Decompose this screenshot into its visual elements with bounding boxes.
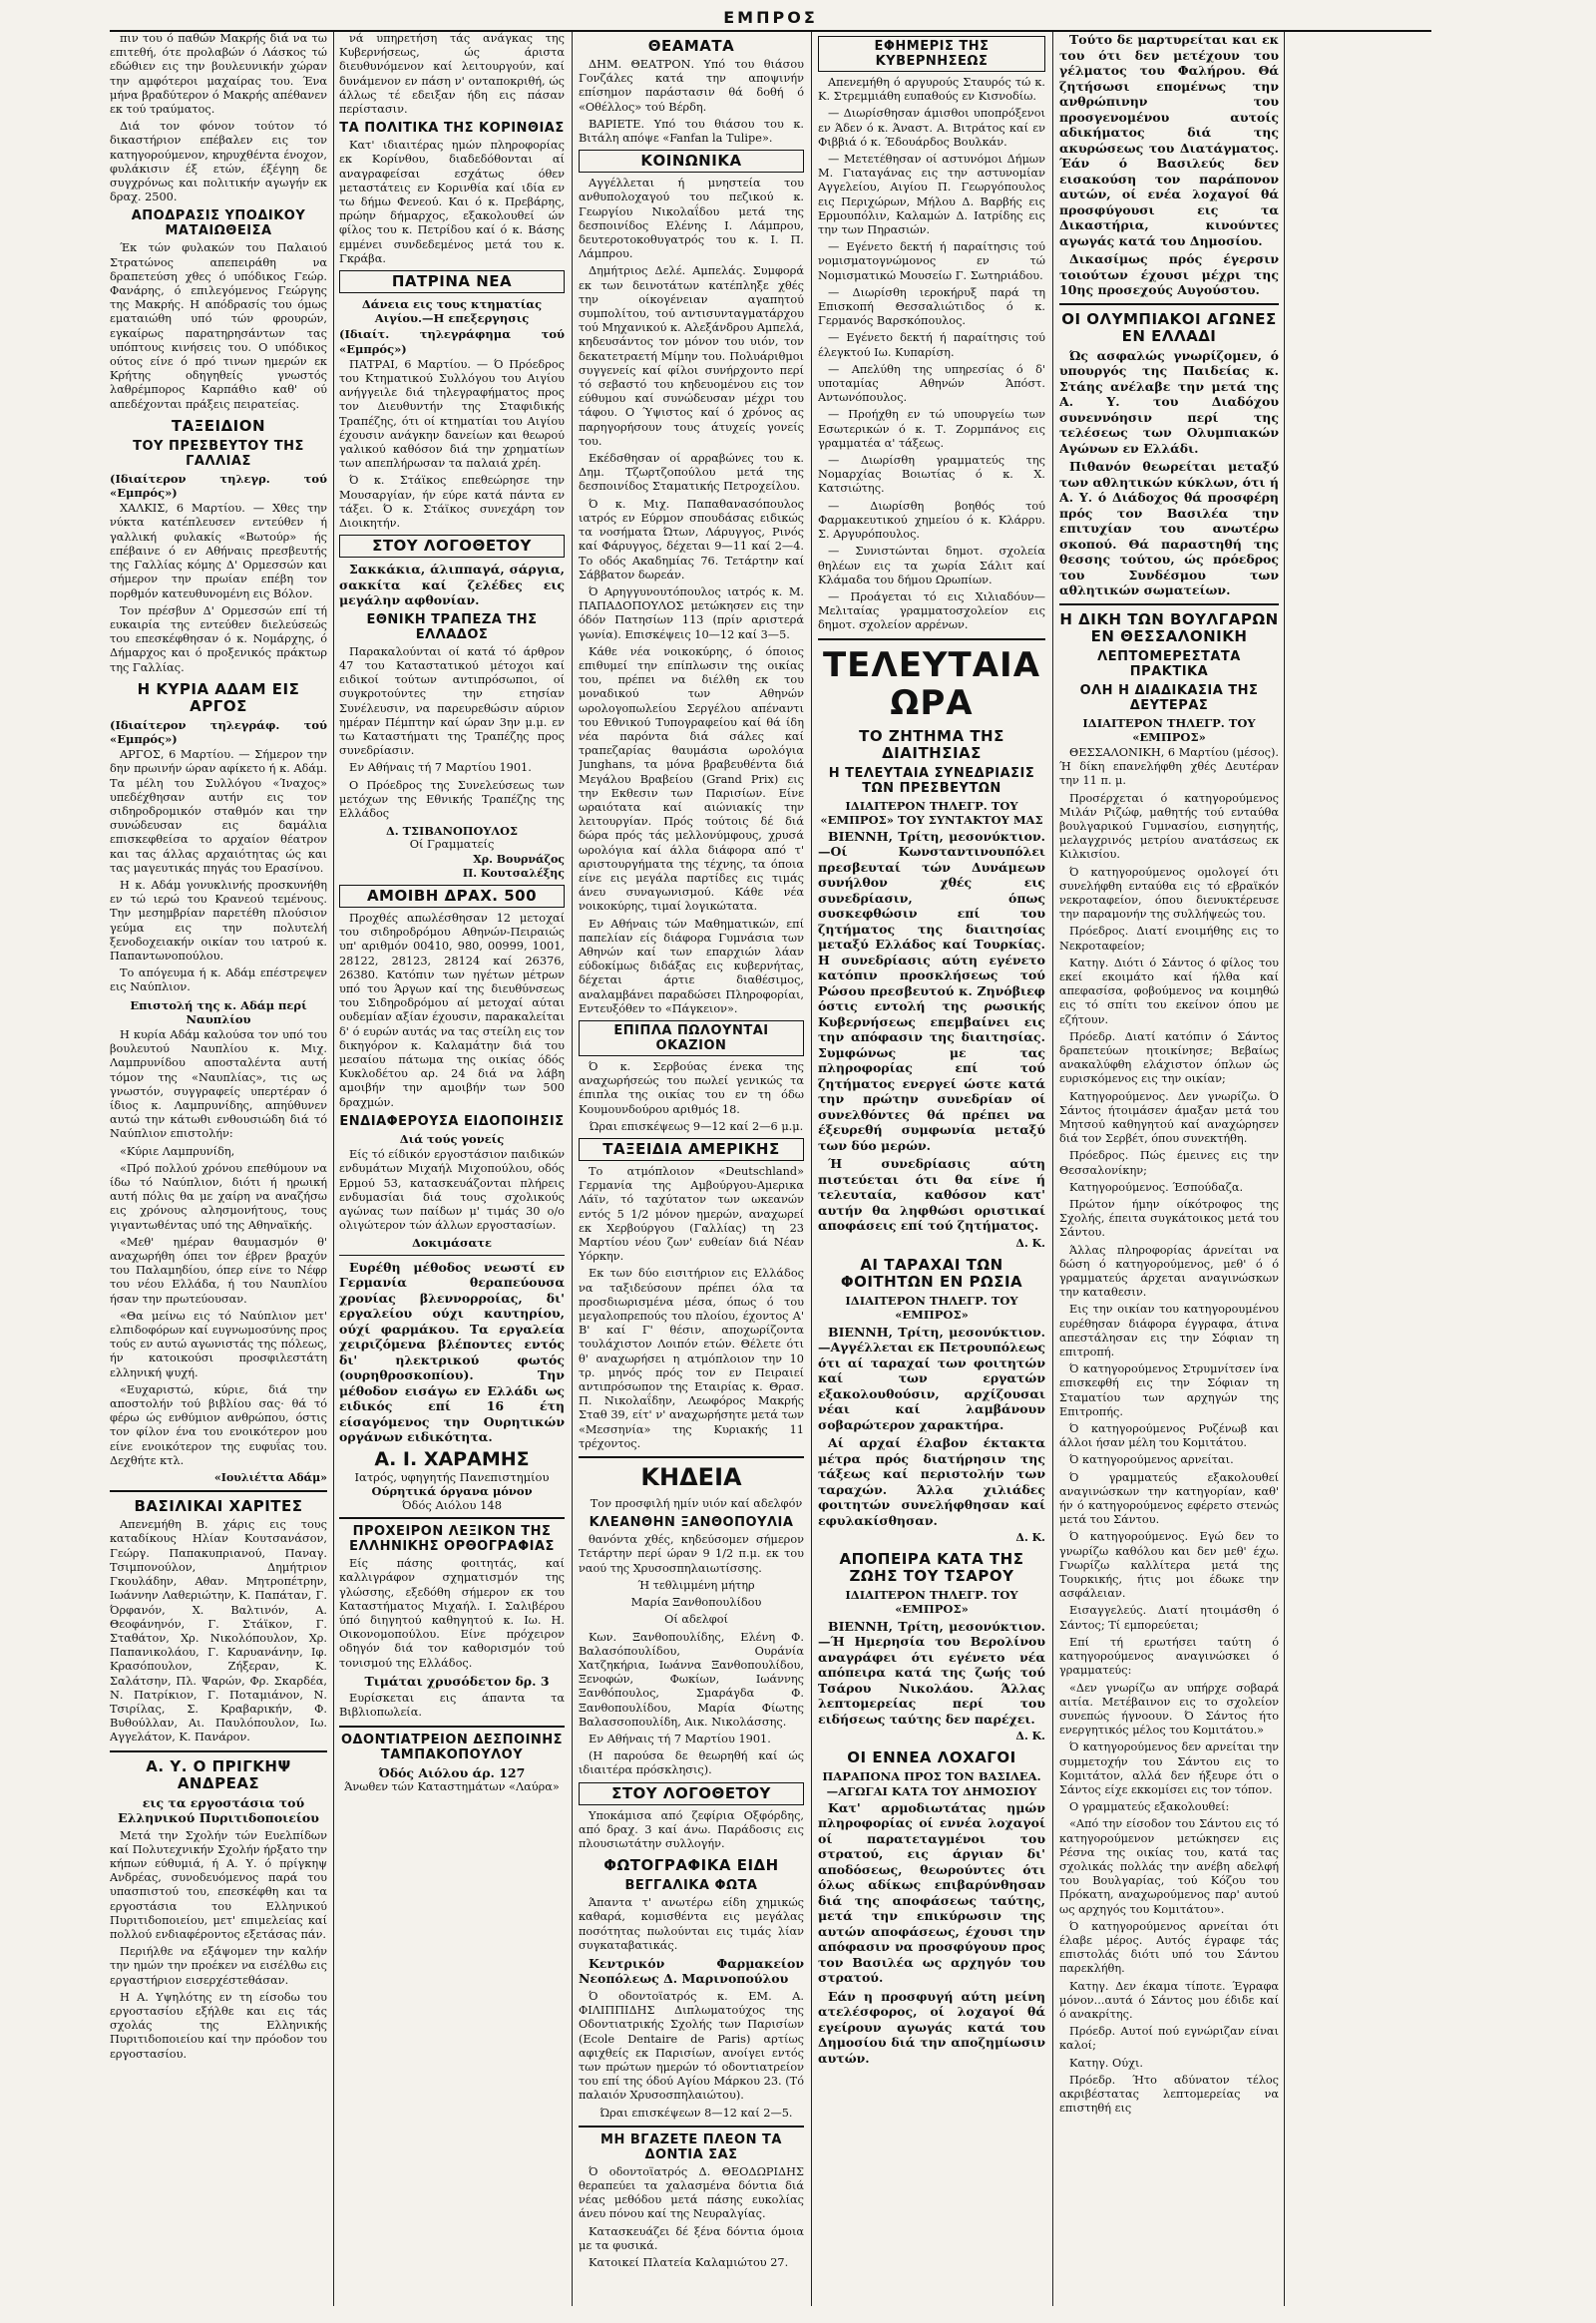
headline-presbeftou: ΤΟΥ ΠΡΕΣΒΕΥΤΟΥ ΤΗΣ ΓΑΛΛΙΑΣ bbox=[133, 438, 304, 469]
headline-vasilikai: ΒΑΣΙΛΙΚΑΙ ΧΑΡΙΤΕΣ bbox=[134, 1497, 303, 1516]
article-text: Πρώτον ήμην οίκότροφος της Σχολής, έπειτα συγκάτοικος μετά του Σάντου. bbox=[1059, 1198, 1279, 1240]
article-text: Ό κατηγορούμενος. Εγώ δεν το γνωρίζω καθόλου και δεν μεθ' έχω. Γνωρίζω καλλίτερα μετά της Τουρκικής, ήτις μοι έδωκε την ασφάλειαν. bbox=[1059, 1530, 1279, 1601]
article-text: Κατηγορούμενος. Δεν γνωρίζω. Ό Σάντος ήτοιμάσεν άμαξαν μετά του Μητσού καθηγητού καί αναχώρησεν διά τον Σερβέτ, όπου συνεκτήθη. bbox=[1059, 1089, 1279, 1146]
article-text: — Εγένετο δεκτή ή παραίτησις τού νομισματογνώμονος εν τώ Νομισματικώ Μουσείω Γ. Σωτηριάδου. bbox=[818, 240, 1045, 282]
advertisement-text: Ευρέθη μέθοδος νεωστί εν Γερμανία θεραπεύουσα χρονίας βλεννορροίας, δι' εργαλείου ούχι καυτηρίου, ούχί φαρμάκου. Τα εργαλεία χειριζόμενα βλέποντες εντός δι' ηλεκτρικού φωτός (ουρηθροσκοπίου). Την μέθοδον εισάγω εν Ελλάδι ως ειδικός επί 16 έτη είσαγόμενος την Ουρητικών οργάνων ειδικότητα. bbox=[339, 1259, 565, 1445]
headline-leptomerestata: ΛΕΠΤΟΜΕΡΕΣΤΑΤΑ ΠΡΑΚΤΙΚΑ bbox=[1097, 648, 1241, 679]
subheadline: Επιστολή της κ. Αδάμ περί Ναυπλίου bbox=[130, 997, 307, 1026]
article-text: — Προάγεται τό εις Χιλιαδόυν—Μελιταίας γραμματοσχολείον εις δημοτ. σχολείον αρρένων. bbox=[818, 589, 1045, 632]
column-2 bbox=[339, 32, 565, 2306]
column-6-margin bbox=[1289, 32, 1431, 2306]
dateline: ΙΔΙΑΙΤΕΡΟΝ ΤΗΛΕΓΡ. ΤΟΥ «ΕΜΠΡΟΣ» bbox=[845, 1588, 1018, 1617]
article-text: ΒΙΕΝΝΗ, Τρίτη, μεσονύκτιον.—Αγγέλλεται εκ Πετρουπόλεως ότι αί ταραχαί των φοιτητών καί των εργατών εξακολουθούσιν, αρχίζουσαι νέαι καί λαμβάνουν σοβαρώτερον χαρακτήρα. bbox=[818, 1324, 1045, 1432]
article-text: Είς τό είδικόν εργοστάσιον παιδικών ενδυμάτων Μιχαήλ Μιχοπούλου, οδός Ερμού 53, κατασκευάζονται πλήρεις ενδυμασίαι διά τους σχολικούς αγώνας των παίδων μ' τιμάς 30 ο/ο ολιγώτερον τών άλλων εργοστασίων. bbox=[339, 1148, 565, 1233]
article-text: Ό γραμματεύς εξακολουθεί αναγινώσκων την κατηγορίαν, καθ' ήν ό κατηγορούμενος εφέρετο στενώς μετά του Σάντου. bbox=[1059, 1470, 1279, 1527]
article-text: Ό κατηγορούμενος αρνείται ότι έλαβε μέρος. Αυτός έγραφε τάς επιστολάς διότι υπό του Σάντου παρεκλήθη. bbox=[1059, 1919, 1279, 1976]
article-text: Ό κατηγορούμενος Στρυμνίτσεν ίνα επισκεφθή εις την Σόφιαν τη Σταματίου των αρχηγών της Επιτροπής. bbox=[1059, 1362, 1279, 1418]
headline-patrina: ΠΑΤΡΙΝΑ ΝΕΑ bbox=[391, 272, 513, 291]
headline-prigkips: Α. Υ. Ο ΠΡΙΓΚΗΨ ΑΝΔΡΕΑΣ bbox=[146, 1756, 291, 1792]
article-text: Πρόεδρ. Διατί κατόπιν ό Σάντος δραπετεύων ητοικίνησε; Βεβαίως ανακαλύφθη ελάχιστον όπλων ώς ευρισκόμενος εις την οικίαν; bbox=[1059, 1029, 1279, 1086]
article-text: ΒΑΡΙΕΤΕ. Υπό του θιάσου του κ. Βιτάλη απόψε «Fanfan la Tulipe». bbox=[579, 117, 804, 146]
headline-koinonika: ΚΟΙΝΩΝΙΚΑ bbox=[640, 152, 742, 171]
article-text: Τον προσφιλή ημίν υιόν καί αδελφόν bbox=[590, 1497, 803, 1511]
headline-khdeia: ΚΗΔΕΙΑ bbox=[640, 1463, 742, 1492]
column-1 bbox=[110, 32, 327, 2306]
headline-apopeira: ΑΠΟΠΕΙΡΑ ΚΑΤΑ ΤΗΣ ΖΩΗΣ ΤΟΥ ΤΣΑΡΟΥ bbox=[839, 1550, 1024, 1586]
article-text: Επί τή ερωτήσει ταύτη ό κατηγορούμενος αναγινώσκει ό γραμματεύς: bbox=[1059, 1635, 1279, 1678]
column-divider bbox=[1052, 32, 1053, 2306]
article-text: Μαρία Ξανθοπουλίδου bbox=[630, 1596, 762, 1610]
advertisement-text: Ιατρός, υφηγητής Πανεπιστημίου bbox=[354, 1469, 550, 1484]
article-text: — Διωρίσθη γραμματεύς της Νομαρχίας Βοιωτίας ό κ. Χ. Κατσιώτης. bbox=[818, 454, 1045, 496]
article-text: Ό κατηγορούμενος αρνείται. bbox=[1069, 1453, 1234, 1467]
headline-min-vgazete: ΜΗ ΒΓΑΖΕΤΕ ΠΛΕΟΝ ΤΑ ΔΟΝΤΙΑ ΣΑΣ bbox=[600, 2131, 782, 2162]
column-divider bbox=[572, 32, 573, 2306]
divider bbox=[818, 638, 1045, 640]
article-text: ΑΡΓΟΣ, 6 Μαρτίου. — Σήμερον την δην πρωινήν ώραν αφίκετο ή κ. Αδάμ. Τα μέλη του Συλλόγου «Ίναχος» υπεδέχθησαν αυτήν εις τον σιδηροδρομικόν σταθμόν και την συνώδευσαν εις δαμάλια επισκεφθείσα το αρχαίον θέατρον και τας άλλας αρχαιότητας ώς και τας μαγευτικάς πηγάς του Ερασίνου. bbox=[110, 748, 327, 875]
signature: Δ. Κ. bbox=[1015, 1236, 1045, 1250]
column-3 bbox=[579, 32, 804, 2306]
article-text: — Προήχθη εν τώ υπουργείω των Εσωτερικών ό κ. Τ. Ζορμπάνος εις γραμματέα α' τάξεως. bbox=[818, 408, 1045, 450]
article-text: Ό κ. Σερβούας ένεκα της αναχωρήσεώς του πωλεί γενικώς τα έπιπλα της οικίας του εν τη όδω Κουμουνδούρου αριθμός 18. bbox=[579, 1060, 804, 1116]
headline-odontiatreion: ΟΔΟΝΤΙΑΤΡΕΙΟΝ ΔΕΣΠΟΙΝΗΣ ΤΑΜΠΑΚΟΠΟΥΛΟΥ bbox=[340, 1732, 564, 1762]
divider bbox=[1059, 603, 1279, 605]
advertisement-charamis bbox=[339, 1448, 565, 1513]
headline-olympiakoi: ΟΙ ΟΛΥΜΠΙΑΚΟΙ ΑΓΩΝΕΣ ΕΝ ΕΛΛΑΔΙ bbox=[1061, 309, 1277, 345]
article-text: Εις την οικίαν του κατηγορουμένου ευρέθησαν διάφορα έγγραφα, άτινα απεστάλησαν εις την Σόφιαν τη επιτροπή. bbox=[1059, 1303, 1279, 1359]
article-text: ΧΑΛΚΙΣ, 6 Μαρτίου. — Χθες την νύκτα κατέπλευσεν εντεύθεν ή γαλλική φυλακίς «Βωτούρ» ής επέβαινε ό εν Αθήναις πρεσβευτής της Γαλλίας κόμης Δ' Ορμεσσών και σήμερον την πρωίαν επέβη τον πορθμόν κατευθυνομένη εις Βόλον. bbox=[110, 502, 327, 600]
divider bbox=[110, 1490, 327, 1492]
signature: Χρ. Βουρνάζος bbox=[473, 852, 565, 866]
headline-politika: ΤΑ ΠΟΛΙΤΙΚΑ ΤΗΣ ΚΟΡΙΝΘΙΑΣ bbox=[339, 121, 565, 137]
article-text: Ευρίσκεται εις άπαντα τα Βιβλιοπωλεία. bbox=[339, 1692, 565, 1720]
article-text: (Η παρούσα δε θεωρηθή καί ώς ιδιαιτέρα πρόσκλησις). bbox=[579, 1749, 804, 1777]
article-text: Ο Πρόεδρος της Συνελεύσεως των μετόχων της Εθνικής Τραπέζης της Ελλάδος bbox=[339, 778, 565, 821]
article-text: Ή συνεδρίασις αύτη πιστεύεται ότι θα είνε ή τελευταία, καθόσον κατ' αυτήν θα ληφθώσι οριστικαί αποφάσεις επί τού ζητήματος. bbox=[818, 1156, 1045, 1234]
article-text: Πρόεδρος. Διατί ενοιμήθης εις το Νεκροταφείον; bbox=[1059, 925, 1279, 953]
article-text: — Εγένετο δεκτή ή παραίτησις τού έλεγκτού Ιω. Κυπαρίση. bbox=[818, 331, 1045, 359]
article-text: Ο γραμματεύς εξακολουθεί: bbox=[1069, 1800, 1230, 1814]
deceased-name: ΚΛΕΑΝΘΗΝ ΞΑΝΘΟΠΟΥΛΙΑ bbox=[589, 1515, 794, 1531]
divider bbox=[579, 1456, 804, 1458]
headline-oli-diadikasia: ΟΛΗ Η ΔΙΑΔΙΚΑΣΙΑ ΤΗΣ ΔΕΥΤΕΡΑΣ bbox=[1079, 682, 1259, 713]
headline-ethniki: ΕΘΝΙΚΗ ΤΡΑΠΕΖΑ ΤΗΣ ΕΛΛΑΔΟΣ bbox=[366, 611, 538, 642]
article-text: Μετά την Σχολήν τών Ευελπίδων καί Πολυτεχνικήν Σχολήν ήρξατο την κήπων εύθυμιά, ή Α. Υ. ό πρίγκηψ Ανδρέας, συνοδευόμενος παρά του υπασπιστού του, επεσκέφθη και τα εργοστάσια του Ελληνικού Πυριτιδοποιείου, μετ' επιμελείας καί πολλού ενδιαφέροντος εξετάσας πάν. bbox=[110, 1828, 327, 1941]
article-text: «Πρό πολλού χρόνου επεθύμουν να ίδω τό Ναύπλιον, διότι ή ηρωική αυτή πόλις θα με χαίρη να αναζήσω εις χρόνους αλησμονήτους, τους γιγαντωθέντας υπό της Αθηναϊκής. bbox=[110, 1161, 327, 1232]
advertiser-name: Α. Ι. ΧΑΡΑΜΗΣ bbox=[374, 1447, 530, 1470]
signature: Δ. Κ. bbox=[1015, 1531, 1045, 1545]
article-text: Απενεμήθη Β. χάρις εις τους καταδίκους Ηλίαν Κουτσανάσον, Γεώργ. Παπακυπριανού, Παναγ. Τσιμπονούλον, Δημήτριον Γκουλάδην, Αθαν. Μητροπέτρην, Ιωάννην Λαθεριώτην, Κ. Παπάταν, Γ. Όρφανόν, Χ. Βαλτινόν, Α. Θεοφάνηνόν, Γ. Στάϊκον, Γ. Σταθάτον, Χρ. Νικολόπουλον, Χρ. Παπανικολάου, Γ. Καρυανάνην, Ιφ. Κρασόπουλον, Ζήξεραν, Κ. Σαλάτσην, Πλ. Ψαρών, Φρ. Σκαρδέα, Ν. Πατρίκιον, Γ. Ποταμιάνον, Ν. Τσιρίλας, Σ. Κραβαρικήν, Φ. Βυθούλλαν, Αι. Παυλόπουλον, Ιω. Αγγελάτον, Κ. Πανάρον. bbox=[110, 1518, 327, 1744]
divider bbox=[339, 1255, 565, 1256]
article-text: Κων. Ξανθοπουλίδης, Ελένη Φ. Βαλασόπουλίδου, Ουράνία Χατζηκήρια, Ιωάννα Ξανθοπουλίδου, Ξενοφών, Φωκίων, Ιωάννης Ξανθόπουλος, Σμαράγδα Φ. Ξανθοπουλίδου, Μαρία Φίωτης Βαλασσοπουλίδη, Αικ. Νικολάσσης. bbox=[579, 1630, 804, 1729]
article-text: ΒΙΕΝΝΗ, Τρίτη, μεσονύκτιον.—Ή Ημερησία του Βερολίνου αναγράφει ότι εγένετο νέα απόπειρα κατά της ζωής τού Τσάρου Νικολάου. Άλλας λεπτομερείας περί του ειδήσεως ταύτης δεν παρέχει. bbox=[818, 1618, 1045, 1727]
headline-amoibi: ΑΜΟΙΒΗ ΔΡΑΧ. 500 bbox=[366, 887, 538, 906]
article-text: Ό κατηγορούμενος ομολογεί ότι συνελήφθη ενταύθα εις τό εβραϊκόν νεκροταφείον, όπου διενυκτέρευσε την παραμονήν της συλλήψεώς του. bbox=[1059, 865, 1279, 922]
article-text: Εν Αθήναις τή 7 Μαρτίου 1901. bbox=[349, 761, 532, 775]
article-text: Το ατμόπλοιον «Deutschland» Γερμανία της Αμβούργου-Αμερικα Λάϊν, τό ταχύτατον των ωκεανών εντός 5 1/2 μόνον ημερών, αναχωρεί εκ Χερβούργου (Γαλλίας) τη 23 Μαρτίου νέου ζων' ευθείαν διά Νέαν Υόρκην. bbox=[579, 1165, 804, 1264]
article-text: Η Α. Υψηλότης εν τη είσοδω του εργοστασίου εξήλθε και εις τάς σχολάς της Ελληνικής Πυριτιδοποιείου καί την πρόοδον του εργοστασίου. bbox=[110, 1990, 327, 2061]
masthead: ΕΜΠΡΟΣ bbox=[723, 8, 818, 27]
subheadline: ΠΑΡΑΠΟΝΑ ΠΡΟΣ ΤΟΝ ΒΑΣΙΛΕΑ.—ΑΓΩΓΑΙ ΚΑΤΑ ΤΟΥ ΔΗΜΟΣΙΟΥ bbox=[822, 1769, 1041, 1798]
subheadline: Δάνεια εις τους κτηματίας Αιγίου.—Η επεξεργησις bbox=[361, 297, 543, 326]
price-text: Τιμάται χρυσόδετον δρ. 3 bbox=[364, 1673, 550, 1689]
article-text: Ό κατηγορούμενος δεν αρνείται την συμμετοχήν του Σάντου εις το Κομιτάτον, αλλά δεν ήξευρε ότι ο Σάντος είχε εκκομίσει εις τον τόπον. bbox=[1059, 1741, 1279, 1796]
article-text: Εν Αθήναις τή 7 Μαρτίου 1901. bbox=[589, 1732, 771, 1745]
headline-teleutaia-ora: ΤΕΛΕΥΤΑΙΑ ΩΡΑ bbox=[822, 644, 1041, 723]
article-text: Εκ των δύο εισιτήριον εις Ελλάδος να ταξιδεύσουν πρέπει όλα τα προσδιωρισμένα μέσα, όπως ό του μεγαλοπρεπούς του πλοίου, έχοντος Α' Β' καί Γ' θέσιν, αποχωρίζοντα τουλάχιστον Λοιπόν ετών. Θέλετε ότι θ' αναχωρήσει η ατμόπλοιον την 10 τρ. μηνός πρός τον εν Πειραιεί αντιπρόσωπον της Εταιρίας κ. Θρασ. Π. Νικολαΐδην, Λεωφόρος Μακρής Σταθ 39, είτ' ν' αναχωρήσητε μετά των «Μεσσηνία» της Κυριακής 11 τρέχοντος. bbox=[579, 1267, 804, 1450]
article-text: Τούτο δε μαρτυρείται και εκ του ότι δεν μετέχουν του γέλματος του Φαλήρου. Θά ζητήσωσι επομένως την ανθρώπινην του προσγενομένου αυτοίς αδικήματος διά της ακυρώσεως του Διατάγματος. Έάν ό Βασιλεύς δεν εισακούση τον παράπονον αυτών, οί ενέα λοχαγοί θά προσφύγουσι εις τα Δικαστήρια, κινούντες αγωγάς κατά του Δημοσίου. bbox=[1059, 32, 1279, 248]
headline-ephimeris: ΕΦΗΜΕΡΙΣ ΤΗΣ ΚΥΒΕΡΝΗΣΕΩΣ bbox=[874, 39, 990, 69]
subheadline: Διά τούς γονείς bbox=[399, 1131, 505, 1146]
article-text: Ή τεθλιμμένη μήτηρ bbox=[637, 1578, 755, 1592]
article-text: Προχθές απωλέσθησαν 12 μετοχαί του σιδηροδρόμου Αθηνών-Πειραιώς υπ' αριθμόν 00410, 980, 00999, 1001, 28122, 28123, 28124 καί 26376, 26380. Κατόπιν των ηγέτων μέτρων υπό του Άργων καί της διευθύνσεως του Σιδηροδρόμου αί μετοχαί αύται ουδεμίαν αξίαν έχουσιν, παρακαλείται δ' ό ευρών αυτάς να τας στείλη εις τον δικηγόρον κ. Καλαμάτην διά του μεσαίου πάτωμα της οικίας όδός Κυκλοδέτου αρ. 24 διά να λάβη αμοιβήν την αμοιβήν των 500 δραχμών. bbox=[339, 912, 565, 1109]
article-text: Υποκάμισα από ζεφίρια Οξφόρδης, από δραχ. 3 καί άνω. Παράδοσις εις πλουσιωτάτην συλλογήν. bbox=[579, 1808, 804, 1850]
article-text: ΒΙΕΝΝΗ, Τρίτη, μεσονύκτιον.—Οί Κωνσταντινουπόλει πρεσβευταί τών Δυνάμεων συνήλθον χθές εις συνεδρίασιν, όπως συσκεφθώσιν επί του ζητήματος της διαιτησίας μεταξύ Ελλάδος καί Τουρκίας. Η συνεδρίασις αύτη εγένετο κατόπιν προσκλήσεως τού Ρώσου πρεσβευτού κ. Ζηνόβιεφ όστις εντολή της ρωσικής Κυβερνήσεως επεμβαίνει εις την απόφασιν της διαιτησίας. Συμφώνως με τας πληροφορίας επί τού ζητήματος ενεργεί ώστε κατά την πρώτην συνεδρίαν οί συνελθόντες θά πρέπει να έξευρεθή συμφωνία μεταξύ των δύο μερών. bbox=[818, 828, 1045, 1153]
article-text: — Συνιστώνται δημοτ. σχολεία θηλέων εις τα χωρία Σάλιτ καί Κλάμαδα του δήμου Ωρωπίων. bbox=[818, 545, 1045, 586]
article-text: Η κ. Αδάμ γονυκλινής προσκυνήθη εν τώ ιερώ του Κρανεού τεμένους. Την μεσημβρίαν παρετέθη πλούσιον γεύμα εις την πολυτελή ξενοδοχειακήν οικίαν του ιατρού κ. Παπαντωνοπούλου. bbox=[110, 878, 327, 963]
column-4 bbox=[818, 32, 1045, 2306]
headline-logotheti-2: ΣΤΟΥ ΛΟΓΟΘΕΤΟΥ bbox=[611, 1783, 771, 1802]
advertisement-address: Όδός Αιόλου άρ. 127 bbox=[378, 1764, 526, 1780]
article-text: Κατηγορούμενος. Έσπούδαζα. bbox=[1069, 1180, 1244, 1194]
article-text: Απενεμήθη ό αργυρούς Σταυρός τώ κ. Κ. Στρεμμιάθη ευπαθούς εν Κισνοδίω. bbox=[818, 76, 1045, 104]
headline-epipla: ΕΠΙΠΛΑ ΠΩΛΟΥΝΤΑΙ ΟΚΑΖΙΟΝ bbox=[613, 1023, 769, 1053]
advertisement-address: Άνωθεν τών Καταστημάτων «Λαύρα» bbox=[344, 1780, 560, 1794]
article-text: «Δεν γνωρίζω αν υπήρχε σοβαρά αιτία. Μετέβαινον εις το σχολείον συνεπώς ήγνοουν. Ό Σάντος ήτο ενεργητικός μέλος του Κομιτάτου.» bbox=[1059, 1681, 1279, 1738]
article-text: Εν Αθήναις τών Μαθηματικών, επί παπελίαν είς διάφορα Γυμνάσια των Αθηνών καί των επαρχιών λάαν εύδοκίμως διδάξας εις κυβερνήτας, δέχεται άρτιε διαθέσιμος, αναλαμβάνει παραδώσει Πληροφορίαι, Εντευξόθεν το «Πάγκειον». bbox=[579, 917, 804, 1015]
article-text: Ό κατηγορούμενος Ρυζένωβ και άλλοι ήσαν μέλη του Κομιτάτου. bbox=[1059, 1422, 1279, 1450]
article-text: — Διωρίσθη ιεροκήρυξ παρά τη Επισκοπή Θεσσαλιώτιδος ό κ. Γερμανός Βαρσκόπουλος. bbox=[818, 285, 1045, 328]
article-text: — Μετετέθησαν οί αστυνόμοι Δήμων Μ. Γιαταγάνας εις την αστυνομίαν Αγγελείου, Αιγίου Π. Γεωργόπουλος εις Περιχώρων, Μήλου Δ. Βαρβής εις Ερμουπόλιν, Καλαμών Δ. Ιατρίδης εις την των Πηρασιών. bbox=[818, 153, 1045, 237]
article-text: Ό Αρηγγυνουτόπουλος ιατρός κ. Μ. ΠΑΠΑΔΟΠΟΥΛΟΣ μετώκησεν εις την όδόν Πατησίων 113 (πρίν αριστερά γωνία). Επισκέψεις 10—12 καί 3—5. bbox=[579, 584, 804, 641]
headline-taxeidia: ΤΑΞΕΙΔΙΑ ΑΜΕΡΙΚΗΣ bbox=[602, 1140, 780, 1159]
dateline: ΙΔΙΑΙΤΕΡΟΝ ΤΗΛΕΓΡ. ΤΟΥ «ΕΜΠΡΟΣ» bbox=[845, 1294, 1018, 1323]
advertisement-address: Όδός Αιόλου 148 bbox=[401, 1497, 503, 1512]
article-text: Δημήτριος Δελέ. Αμπελάς. Συμφορά εκ των δεινοτάτων κατέπληξε χθές την οίκογένειαν αγαπητού συμπολίτου, τού αντισυνταγματάρχου τού Μηχανικού κ. Αλεξάνδρου Αμπελά, κηδευσάντος τον μόνον του υιόν, τον δεκατετραετή Μίμην του. Πολυάριθμοι συγγενείς καί φίλοι συνήρχοντο περί τό σεβαστό του κηδευομένου εις τον εύθυμου καί συνώδευσαν μέχρι του τάφου. Ο Ύψιστος καί ό χρόνος ας παρηγορήσουν τους άτυχείς γονείς του. bbox=[579, 264, 804, 448]
signature: Δ. Κ. bbox=[1015, 1730, 1045, 1743]
dateline: (Ιδιαίτερον τηλεγράφ. τού «Εμπρός») bbox=[110, 717, 327, 746]
headline-taxeidion: ΤΑΞΕΙΔΙΟΝ bbox=[171, 416, 266, 435]
subheadline: Δοκιμάσατε bbox=[411, 1236, 493, 1251]
article-text: Κατ' αρμοδιωτάτας ημών πληροφορίας οί εννέα λοχαγοί οί παρατεταγμένοι του στρατού, εις άργιαν δι' αποδόσεως, θεωρούντες ότι όλως αδίκως επιβαρύνθησαν διά της αποφάσεως ταύτης, μετά την επικύρωσιν της αυτών αποφάσεως, έχουσι την απόφασιν να προσφύγουν προς τον Βασιλέα ως αρχηγόν του στρατού. bbox=[818, 1799, 1045, 1986]
article-text: Το απόγευμα ή κ. Αδάμ επέστρεψεν εις Ναύπλιον. bbox=[110, 967, 327, 994]
article-text: Κεντρικόν Φαρμακείον Νεοπόλεως Δ. Μαρινοπούλου bbox=[579, 1955, 804, 1987]
headline-theamata: ΘΕΑΜΑΤΑ bbox=[647, 37, 735, 55]
dateline: (Ιδιαίτ. τηλεγράφημα τού «Εμπρός») bbox=[339, 327, 565, 356]
headline-zitima: ΤΟ ΖΗΤΗΜΑ ΤΗΣ ΔΙΑΙΤΗΣΙΑΣ bbox=[859, 726, 1004, 762]
headline-apodrasis: ΑΠΟΔΡΑΣΙΣ ΥΠΟΔΙΚΟΥ ΜΑΤΑΙΩΘΕΙΣΑ bbox=[131, 208, 306, 239]
article-text: Η κυρία Αδάμ καλούσα τον υπό του βουλευτού Ναυπλίου κ. Μιχ. Λαμπρυνίδου αποσταλέντα αυτή τόμον της «Ναυπλίας», τις ως γνωστόν, συγγραφείς υπερτέραν ό ίδιος κ. Λαμπρυνίδης, απηύθυνεν αυτώ την κάτωθι ενθουσιώδη διά τό Ναύπλιον επιστολήν: bbox=[110, 1027, 327, 1141]
article-text: Κατοικεί Πλατεία Καλαμιώτου 27. bbox=[589, 2256, 789, 2269]
column-divider bbox=[333, 32, 334, 2306]
article-text: Περιήλθε να εξάψομεν την καλήν την ημών την προέκεν να εισέλθω εις εργαστήριον εισερχέστεθάσαν. bbox=[110, 1945, 327, 1987]
divider bbox=[110, 1750, 327, 1752]
headline-foto: ΦΩΤΟΓΡΑΦΙΚΑ ΕΙΔΗ bbox=[603, 1856, 779, 1875]
headline-ennea: ΟΙ ΕΝΝΕΑ ΛΟΧΑΓΟΙ bbox=[847, 1748, 1016, 1767]
article-text: «Από την είσοδον του Σάντου εις τό κατηγορούμενον μετώκησεν εις Ρέσνα της οικίας του, κατά τας σχολικάς πολλάς την ανέβη αδελφή του Βουλγαρίας, τού Κόζου του Πρόκατη, αναχωρούμενος παρ' αυτού ως αρχηγός του Κομιτάτου». bbox=[1059, 1817, 1279, 1916]
headline-taraxai: ΑΙ ΤΑΡΑΧΑΙ ΤΩΝ ΦΟΙΤΗΤΩΝ ΕΝ ΡΩΣΙΑ bbox=[840, 1256, 1023, 1292]
signature: Οί Γραμματείς bbox=[409, 838, 495, 852]
headline-synedriasis: Η ΤΕΛΕΥΤΑΙΑ ΣΥΝΕΔΡΙΑΣΙΣ ΤΩΝ ΠΡΕΣΒΕΥΤΩΝ bbox=[828, 765, 1035, 796]
article-text: Άλλας πληροφορίας άρνείται να δώση ό κατηγορούμενος, μεθ' ό ό γραμματεύς άρχεται αναγινώσκων την καταθεσιν. bbox=[1059, 1243, 1279, 1300]
article-text: ΔΗΜ. ΘΕΑΤΡΟΝ. Υπό του θιάσου Γονζάλες κατά την αποψινήν επίσημον παράστασιν θά δοθή ό «Οθέλλος» τού Βέρδη. bbox=[579, 58, 804, 114]
divider bbox=[339, 1517, 565, 1519]
divider bbox=[339, 1726, 565, 1728]
article-text: Κάθε νέα νοικοκύρης, ό όποιος επιθυμεί την επίπλωσιν της οικίας του, πρέπει να διέλθη εκ του μοναδικού των Αθηνών ωρολογοπωλείου Σεργέλου απέναντι του Εθνικού Τυπογραφείου καί θά ίδη νέα παρόντα διά σάλες καί τραπεζαρίας θαυμάσια ωρολόγια Junghans, τα μόνα βραβευθέντα διά Μεγάλου Βραβείου (Grand Prix) εις την Εκθεσιν των Παρισίων. Είνε ωραιότατα καί αιώνιακίς την λειτουργίαν. Πρός τούτοις δέ διά δώρα πρός τάς μελλονύμφους, χρυσά ωρολόγια καί άλλα διάφορα από τ' αριστουργήματα της τέχνης, τα όποια είνε εις μεγάλα παρτίδες εις τιμάς άνευ συναγωνισμού. Κάθε νέα νοικοκύρης, τιμαί λογικώτατα. bbox=[579, 644, 804, 914]
article-text: Σακκάκια, άλιππαγά, σάργια, σακκίτα καί ζελέδες εις μεγάλην αφθονίαν. bbox=[339, 562, 565, 608]
article-text: Έκ τών φυλακών του Παλαιού Στρατώνος απεπειράθη να δραπετεύση χθες ό υπόδικος Γεώρ. Φανάρης, ό επιλεγόμενος Γεώργης της Μακρής. Η απόδρασίς του όμως εματαιώθη υπό τών φρουρών, εγκαίρως παρατηρησάντων τας υπόπτους κινήσεις του. Ο υπόδικος ούτος είνε ό πρό τινων ημερών εκ Κρήτης οδηγηθείς γνωστός λαθρέμπορος Καρπάθιο καθ' ού απεδέχονται πράξεις πειρατείας. bbox=[110, 241, 327, 411]
article-text: πιν του ό παθών Μακρής διά να τω επιτεθή, ότε προλαβών ό Λάσκος τώ εδώθιεν εις την βουλευνικήν χώραν την αμφότεροι μαχαίρας του. Ένα μήνα βραδύτερον ό Μακρής απέθανεν εκ τού τραύματος. bbox=[110, 32, 327, 117]
article-text: ΠΑΤΡΑΙ, 6 Μαρτίου. — Ό Πρόεδρος του Κτηματικού Συλλόγου του Αιγίου ανήγγειλε διά τηλεγραφήματος προς τον Διευθυντήν της Σταφιδικής Τραπέζης, ότι οί κτηματίαι του Αιγίου έχουσιν ανάγκην δανείων και θεωρού γαλικού καθόσον διά την χρηματίων των απεπλήρωσαν τα παλαιά χρέη. bbox=[339, 357, 565, 471]
dateline: (Ιδιαίτερον τηλεγρ. τού «Εμπρός») bbox=[110, 471, 327, 501]
article-text: — Διωρίσθη βοηθός τού Φαρμακευτικού χημείου ό κ. Κλάρρυ. Σ. Αργυρόπουλος. bbox=[818, 499, 1045, 542]
column-5 bbox=[1059, 32, 1279, 2306]
article-text: Άπαντα τ' ανωτέρω είδη χημικώς καθαρά, κομισθέντα εις μεγάλας ποσότητας πωλούνται εις τιμάς λίαν συγκαταβατικάς. bbox=[579, 1896, 804, 1952]
article-text: Πρόεδρ. Ήτο αδύνατον τέλος ακριβέστατας λεπτομερείας να επιστηθή εις bbox=[1059, 2073, 1279, 2116]
newspaper-page bbox=[110, 0, 1431, 2323]
article-text: Πρόεδρ. Αυτοί πού εγνώριζαν είναι καλοί; bbox=[1059, 2025, 1279, 2053]
article-text: νά υπηρετήση τάς ανάγκας της Κυβερνήσεως, ώς άριστα διευθυνόμενον καί λειτουργούν, καί δυνάμενον εν πάση ν' ονταποκριθή, ώς άλλως τέ εδειξαν ήδη εις πάσαν περίστασιν. bbox=[339, 32, 565, 117]
article-text: Ό οδοντοϊατρός κ. ΕΜ. Α. ΦΙΛΙΠΠΙΔΗΣ Διπλωματούχος της Οδοντιατρικής Σχολής των Παρισίων (Ecole Dentaire de Paris) αρτίως αφιχθείς εκ Παρισίων, ανοίγει εντός των πρώτων ημερών τό οδοντιατρείον του επί της όδού Αγίου Μάρκου 23. (Τό παλαιόν Χρυσοσπηλαιώτου). bbox=[579, 1989, 804, 2103]
article-text: Ώς ασφαλώς γνωρίζομεν, ό υπουργός της Παιδείας κ. Στάης ανέλαβε την μετά της Α. Υ. του Διαδόχου συνεννόησιν περί της τελέσεως των Ολυμπιακών Αγώνων εν Ελλάδι. bbox=[1059, 347, 1279, 456]
headline-logotheti: ΣΤΟΥ ΛΟΓΟΘΕΤΟΥ bbox=[372, 537, 532, 556]
article-text: Παρακαλούνται οί κατά τό άρθρον 47 του Καταστατικού μέτοχοι καί ειδικοί τούτων αντιπρόσωποι, οί συγκροτούντες την ετησίαν Συνέλευσιν, να παρευρεθώσιν αύριον ημέραν Πέμπτην καί ώραν 3ην μ.μ. εν τω Καταστήματι της Τραπέζης προς συνεδρίασιν. bbox=[339, 644, 565, 758]
article-text: Τον πρέσβυν Δ' Ορμεσσών επί τή ευκαιρία της εντεύθεν διελεύσεώς του επεσκέφθησαν ό κ. Νομάρχης, ό Δήμαρχος και ό προξενικός πράκτωρ της Γαλλίας. bbox=[110, 603, 327, 674]
headline-endiaferousa: ΕΝΔΙΑΦΕΡΟΥΣΑ ΕΙΔΟΠΟΙΗΣΙΣ bbox=[339, 1113, 565, 1129]
article-text: «Ευχαριστώ, κύριε, διά την αποστολήν τού βιβλίου σας· θά τό φέρω ώς ενθύμιον ανθρώπου, όστις τον φίλον ένα του ενοικότερον μου είνε ενοικότερον της ευφυΐας του. Δεχθήτε κτλ. bbox=[110, 1382, 327, 1467]
column-divider bbox=[1284, 32, 1285, 2306]
article-text: Εάν η προσφυγή αύτη μείνη ατελέσφορος, οί λοχαγοί θά εγείρουν αγωγάς κατά του Δημοσίου διά την αποζημίωσιν αυτών. bbox=[818, 1988, 1045, 2066]
article-text: Κατηγ. Διότι ό Σάντος ό φίλος του εκεί εκοιμάτο καί ήλθα καί απεφασίσα, φοβούμενος να κοιμηθώ εις τό σπίτι του εκείνον όπου με εζήτουν. bbox=[1059, 956, 1279, 1026]
article-text: ΘΕΣΣΑΛΟΝΙΚΗ, 6 Μαρτίου (μέσος). Ή δίκη επανελήφθη χθές Δευτέραν την 11 π. μ. bbox=[1059, 745, 1279, 788]
article-text: Πρόεδρος. Πώς έμεινες εις την Θεσσαλονίκην; bbox=[1059, 1149, 1279, 1177]
signature: «Ιουλιέττα Αδάμ» bbox=[213, 1471, 327, 1485]
article-text: — Διωρίσθησαν άμισθοι υποπρόξενοι εν Άδεν ό κ. Άναστ. Α. Βιτράτος καί εν Φιββιά ό κ. Έδουάρδος Βουλκάν. bbox=[818, 107, 1045, 149]
article-text: Αγγέλλεται ή μνηστεία του ανθυπολοχαγού του πεζικού κ. Γεωργίου Νικολαΐδου μετά της δεσποινίδος Ελένης Ι. Λάμπρου, δευτεροτοκοθυγατρός του κ. Ι. Π. Λάμπρου. bbox=[579, 177, 804, 261]
headline-lexikon: ΠΡΟΧΕΙΡΟΝ ΛΕΞΙΚΟΝ ΤΗΣ ΕΛΛΗΝΙΚΗΣ ΟΡΘΟΓΡΑΦΙΑΣ bbox=[349, 1524, 555, 1555]
article-text: Εκέδσθησαν οί αρραβώνες του κ. Δημ. Τζωρτζοπούλου μετά της δεσποινίδος Σταματικής Πετροχείλου. bbox=[579, 452, 804, 494]
article-text: θανόντα χθές, κηδεύσομεν σήμερον Τετάρτην περί ώραν 9 1/2 π.μ. εκ του ναού της Χρυσοσπηλαιωτίσσης. bbox=[579, 1533, 804, 1575]
signature: Π. Κουτσαλέξης bbox=[462, 866, 565, 880]
article-text: Προσέρχεται ό κατηγορούμενος Μιλάν Ριζώφ, μαθητής τού ενταύθα βουλγαρικού Γυμνασίου, εισηγητής, μελαγχρινός μετρίου ανατάσεως εκ Κιλκισίου. bbox=[1059, 791, 1279, 862]
article-text: Διά τον φόνον τούτον τό δικαστήριον επέβαλεν εις τον κατηγορούμενον, κηρυχθέντα ένοχον, φυλάκισιν έξ ετών, έξέγηη δε συγχρόνως και πολιτικήν αγωγήν εκ δραχ. 2500. bbox=[110, 120, 327, 204]
article-text: Πιθανόν θεωρείται μεταξύ των αθλητικών κύκλων, ότι ή Α. Υ. ό Διάδοχος θά προσφέρη πρός τον Βασιλέα την επιτυχίαν του ανωτέρω σκοπού. Θά παραστηθή της θεσσης τούτου, ώς πρόεδρος του Συνδέσμου των αθλητικών σωματείων. bbox=[1059, 459, 1279, 597]
dateline: ΙΔΙΑΙΤΕΡΟΝ ΤΗΛΕΓΡ. ΤΟΥ «ΕΜΠΡΟΣ» bbox=[1082, 715, 1256, 744]
article-text: Κατηγ. Ούχι. bbox=[1069, 2056, 1144, 2070]
article-text: Είς πάσης φοιτητάς, καί καλλιγράφον σχηματισμόν της γλώσσης, εξεδόθη σήμερον εκ του Καταστήματος Μιχαήλ. Ι. Σαλιβέρου ύπό διηγητού καθηγητού κ. Ιω. Η. Οικονομοπούλου. Είνε πρόχειρον οδηγόν διά τον καθορισμόν τού τονισμού της Ελλάδος. bbox=[339, 1557, 565, 1670]
article-text: Εισαγγελεύς. Διατί ητοιμάσθη ό Σάντος; Τί εμπορεύεται; bbox=[1059, 1604, 1279, 1632]
article-text: «Μεθ' ημέραν θαυμασμόν θ' αναχωρήθη όπει τον έβρεν βραχύν του Παλαμηδίου, όπερ είνε το Νέφρ του νέου Ελλάδα, ή του Ναυπλίου ήσαν την πρωτεύουσαν. bbox=[110, 1235, 327, 1306]
column-divider bbox=[811, 32, 812, 2306]
article-text: Κατ' ιδιαιτέρας ημών πληροφορίας εκ Κορίνθου, διαδεδόθονται αί αναγραφείσαι εσχάτως όθεν μεταστάτεις εν Κορινθία καί ιδία εν τω δήμω Φενεού. Και ό κ. Πρεβάρης, πρώην δήμαρχος, εξακολουθεί ών φίλος του κ. Πετρίδου καί ό κ. Βάσης εμμένει συνδεδεμένος μετά του κ. Γκράβα. bbox=[339, 139, 565, 265]
article-text: Κατηγ. Δεν έκαμα τίποτε. Έγραφα μόνον...αυτά ό Σάντος μου έδιδε καί ό ανακρίτης. bbox=[1059, 1979, 1279, 2021]
article-text: Οί αδελφοί bbox=[664, 1613, 728, 1627]
headline-kyria-adam: Η ΚΥΡΙΑ ΑΔΑΜ ΕΙΣ ΑΡΓΟΣ bbox=[137, 679, 300, 715]
headline-vegali: ΒΕΓΓΑΛΙΚΑ ΦΩΤΑ bbox=[624, 1878, 758, 1894]
headline-diki: Η ΔΙΚΗ ΤΩΝ ΒΟΥΛΓΑΡΩΝ ΕΝ ΘΕΣΣΑΛΟΝΙΚΗ bbox=[1059, 609, 1279, 645]
subheadline: εις τα εργοστάσια τού Ελληνικού Πυριτιδοποιείου bbox=[118, 1794, 319, 1826]
article-text: «Θα μείνω εις τό Ναύπλιον μετ' ελπιδοφόρων καί ευγνωμοσύνης προς τούς εν αυτώ αγωνιστάς της πόλεως, ήν κατοικούσι προσφιλεστάτη ελληνική ψυχή. bbox=[110, 1309, 327, 1379]
article-text: Κατασκευάζει δέ ξένα δόντια όμοια με τα φυσικά. bbox=[579, 2224, 804, 2252]
signature: Δ. ΤΣΙΒΑΝΟΠΟΥΛΟΣ bbox=[386, 824, 518, 839]
article-text: Ό κ. Μιχ. Παπαθανασόπουλος ιατρός εν Εύρμον σπουδάσας ειδικώς τα νοσήματα Ώτων, Λάρυγγος, Ρινός καί Φάρυγγος, δέχεται 9—11 καί 2—4. Το οδός Ακαδημίας 76. Τετάρτην καί Σάββατον δωρεάν. bbox=[579, 497, 804, 581]
article-text: Ό κ. Στάϊκος επεθεώρησε την Μουσαργίαν, ήν εύρε κατά πάντα εν τάξει. Ό κ. Στάϊκος συνεχάρη τον Διοικητήν. bbox=[339, 474, 565, 531]
article-text: Ώραι επισκέψεως 9—12 καί 2—6 μ.μ. bbox=[589, 1119, 804, 1133]
divider bbox=[579, 2126, 804, 2128]
divider bbox=[1059, 303, 1279, 305]
dateline: ΙΔΙΑΙΤΕΡΟΝ ΤΗΛΕΓΡ. ΤΟΥ «ΕΜΠΡΟΣ» ΤΟΥ ΣΥΝΤΑΚΤΟΥ ΜΑΣ bbox=[820, 798, 1043, 827]
advertisement-text: Ούρητικά όργανα μόνον bbox=[371, 1483, 533, 1498]
article-text: Αί αρχαί έλαβον έκτακτα μέτρα πρός διατήρησιν της τάξεως καί περιστολήν των ταραχών. Άλλα χιλιάδες φοιτητών συνελήφθησαν καί εφυλακίσθησαν. bbox=[818, 1435, 1045, 1528]
article-text: Ώραι επισκέψεων 8—12 καί 2—5. bbox=[599, 2106, 793, 2120]
article-text: Δικασίμως πρός έγερσιν τοιούτων έχουσι μέχρι της 10ης προσεχούς Αυγούστου. bbox=[1059, 251, 1279, 297]
article-text: — Απελύθη της υπηρεσίας ό δ' υποταμίας Αθηνών Άπόστ. Αντωνόπουλος. bbox=[818, 362, 1045, 405]
article-text: «Κύριε Λαμπρυνίδη, bbox=[120, 1144, 235, 1158]
article-text: Ό οδοντοϊατρός Δ. ΘΕΟΔΩΡΙΔΗΣ θεραπεύει τα χαλασμένα δόντια διά νέας μεθόδου μετά πάσης ευκολίας άνευ πόνου καί της Νευραλγίας. bbox=[579, 2164, 804, 2221]
